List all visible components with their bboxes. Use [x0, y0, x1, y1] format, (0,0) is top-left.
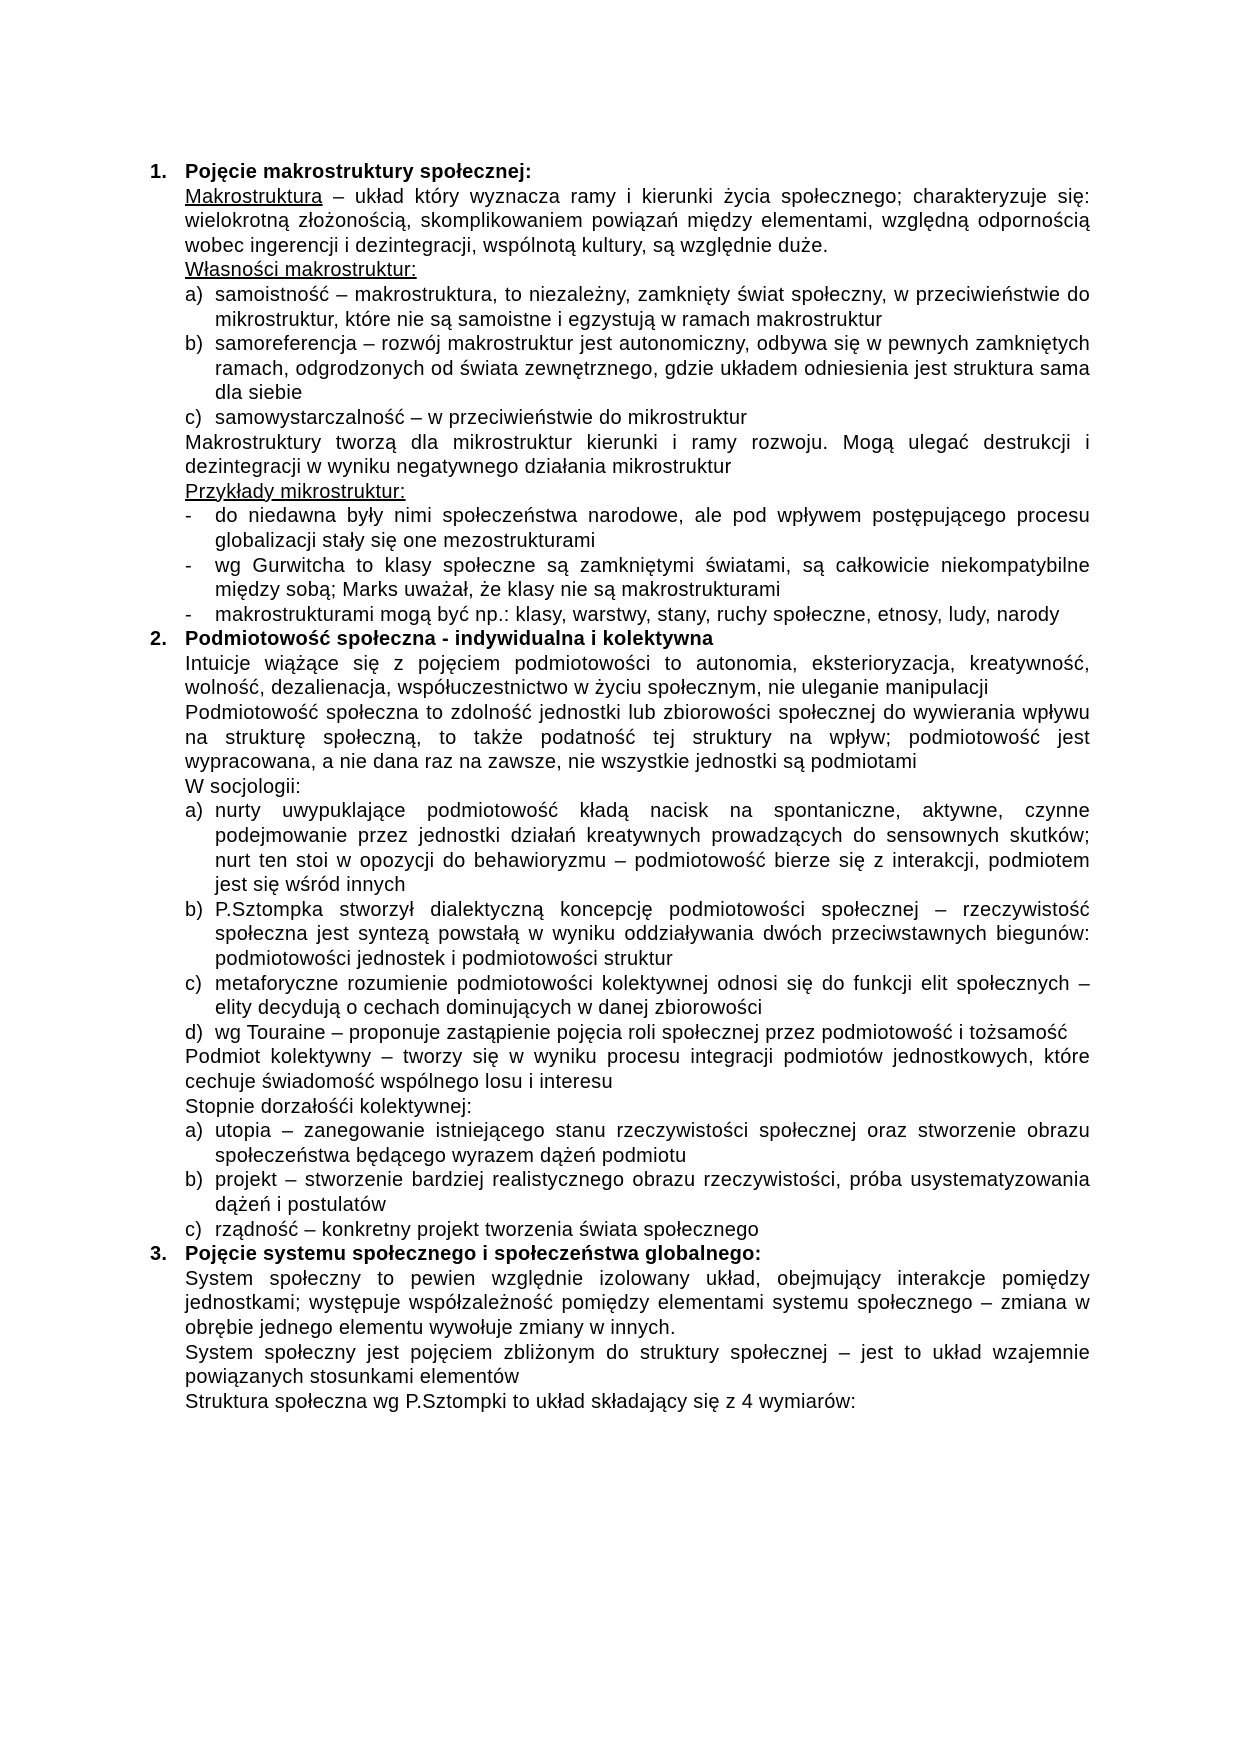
section-3 — [150, 1242, 1090, 1414]
list-marker: b) — [185, 333, 204, 356]
maturity-stage-c — [185, 1218, 1090, 1243]
social-system-comparison: System społeczny jest pojęciem zbliżonym do struktury społecznej – jest to układ wzajemnie powiązanych stosunkami elementów — [185, 1341, 1090, 1389]
list-item-text: P.Sztompka stworzył dialektyczną koncepcję podmiotowości społecznej – rzeczywistość społeczna jest syntezą powstałą w wyniku oddziaływania dwóch przeciwstawnych biegunów: podmiotowości jednostek i podmiotowości struktur — [215, 898, 1090, 970]
list-item-text: samoistność – makrostruktura, to niezależny, zamknięty świat społeczny, w przeciwieństwie do mikrostruktur, które nie są samoistne i egzystują w ramach makrostruktur — [215, 283, 1090, 331]
approach-item-b — [185, 898, 1090, 972]
list-item-text: projekt – stworzenie bardziej realistycznego obrazu rzeczywistości, próba usystematyzowania dążeń i postulatów — [215, 1169, 1090, 1216]
section-2-number: 2. — [150, 628, 168, 651]
dash-marker: - — [185, 554, 192, 577]
list-item-text: do niedawna były nimi społeczeństwa narodowe, ale pod wpływem postępującego procesu globalizacji stały się one mezostrukturami — [215, 505, 1090, 552]
section-2 — [150, 627, 1090, 1242]
list-item-text: rządność – konkretny projekt tworzenia świata społecznego — [215, 1218, 760, 1241]
list-item-text: samowystarczalność – w przeciwieństwie do mikrostruktur — [215, 406, 748, 429]
sociology-heading: W socjologii: — [185, 775, 302, 798]
examples-heading: Przykłady mikrostruktur: — [185, 480, 406, 503]
example-item — [185, 603, 1090, 628]
section-2-body — [185, 627, 1090, 1242]
maturity-heading: Stopnie dorzałośći kolektywnej: — [185, 1095, 473, 1118]
list-item-text: nurty uwypuklające podmiotowość kładą nacisk na spontaniczne, aktywne, czynne podejmowanie przez jednostki działań kreatywnych prowadzących do sensownych skutków; nurt ten stoi w opozycji do behawioryzmu – podmiotowość bierze się z interakcji, podmiotem jest się wśród innych — [215, 800, 1090, 897]
list-item-text: utopia – zanegowanie istniejącego stanu rzeczywistości społecznej oraz stworzenie obrazu społeczeństwa będącego wyrazem dążeń podmiotu — [215, 1120, 1090, 1167]
list-item-text: makrostrukturami mogą być np.: klasy, warstwy, stany, ruchy społeczne, etnosy, ludy, narody — [215, 603, 1060, 626]
dash-marker: - — [185, 505, 192, 528]
underlined-term-makrostruktura: Makrostruktura — [185, 185, 323, 208]
list-marker: d) — [185, 1021, 204, 1044]
social-system-definition: System społeczny to pewien względnie izolowany układ, obejmujący interakcje pomiędzy jednostkami; występuje współzależność pomiędzy elementami systemu społecznego – zmiana w obrębie jednego elementu wywołuje zmiany w innych. — [185, 1267, 1090, 1339]
list-item-text: wg Gurwitcha to klasy społeczne są zamkniętymi światami, są całkowicie niekompatybilne między sobą; Marks uważał, że klasy nie są makrostrukturami — [215, 554, 1090, 602]
list-marker: c) — [185, 1218, 203, 1241]
list-item-text: wg Touraine – proponuje zastąpienie pojęcia roli społecznej przez podmiotowość i tożsamość — [215, 1021, 1068, 1044]
section-1-body — [185, 160, 1090, 627]
section-3-number: 3. — [150, 1243, 168, 1266]
subjectivity-definition: Podmiotowość społeczna to zdolność jednostki lub zbiorowości społecznej do wywierania wpływu na strukturę społeczną, to także podatność tej struktury na wpływ; podmiotowość jest wypracowana, a nie dana raz na zawsze, nie wszystkie jednostki są podmiotami — [185, 702, 1090, 774]
section-1-title: Pojęcie makrostruktury społecznej: — [185, 161, 532, 183]
list-marker: c) — [185, 406, 203, 429]
example-item — [185, 554, 1090, 603]
approach-item-a — [185, 799, 1090, 897]
macrostructure-definition — [185, 185, 1090, 259]
list-marker: b) — [185, 1169, 204, 1192]
list-marker: b) — [185, 898, 204, 921]
maturity-stage-a — [185, 1119, 1090, 1168]
section-2-title: Podmiotowość społeczna - indywidualna i kolektywna — [185, 628, 714, 651]
list-marker: a) — [185, 283, 204, 306]
property-item-a — [185, 283, 1090, 332]
list-marker: c) — [185, 972, 203, 995]
macrostructure-note: Makrostruktury tworzą dla mikrostruktur kierunki i ramy rozwoju. Mogą ulegać destrukcji i dezintegracji w wyniku negatywnego działania mikrostruktur — [185, 431, 1090, 479]
macrostructure-definition-text: – układ który wyznacza ramy i kierunki życia społecznego; charakteryzuje się: wielokrotną złożonością, skomplikowaniem powiązań między elementami, względną odpornością wobec ingerencji i dezintegracji, wspólnotą kultury, są względnie duże. — [185, 185, 1090, 257]
subjectivity-intuitions: Intuicje wiążące się z pojęciem podmiotowości to autonomia, eksterioryzacja, kreatywność, wolność, dezalienacja, współuczestnictwo w życiu społecznym, nie uleganie manipulacji — [185, 652, 1090, 700]
document-content — [150, 160, 1090, 1414]
section-1-number: 1. — [150, 161, 168, 183]
section-3-title: Pojęcie systemu społecznego i społeczeństwa globalnego: — [185, 1243, 762, 1266]
list-marker: a) — [185, 1120, 204, 1143]
maturity-stage-b — [185, 1168, 1090, 1217]
approach-item-c — [185, 972, 1090, 1021]
section-3-body — [185, 1242, 1090, 1414]
property-item-b — [185, 332, 1090, 406]
section-1 — [150, 160, 1090, 627]
list-marker: a) — [185, 800, 204, 823]
example-item — [185, 504, 1090, 553]
properties-heading: Własności makrostruktur: — [185, 259, 417, 282]
list-item-text: metaforyczne rozumienie podmiotowości kolektywnej odnosi się do funkcji elit społecznych – elity decydują o cechach dominujących w danej zbiorowości — [215, 972, 1090, 1020]
list-item-text: samoreferencja – rozwój makrostruktur jest autonomiczny, odbywa się w pewnych zamkniętych ramach, odgrodzonych od świata zewnętrznego, gdzie układem odniesienia jest struktura sama dla siebie — [215, 333, 1090, 405]
collective-subject-paragraph: Podmiot kolektywny – tworzy się w wyniku procesu integracji podmiotów jednostkowych, które cechuje świadomość wspólnego losu i interesu — [185, 1046, 1090, 1093]
dash-marker: - — [185, 603, 192, 626]
property-item-c — [185, 406, 1090, 431]
approach-item-d — [185, 1021, 1090, 1046]
structure-dimensions-intro: Struktura społeczna wg P.Sztompki to układ składający się z 4 wymiarów: — [185, 1390, 857, 1413]
